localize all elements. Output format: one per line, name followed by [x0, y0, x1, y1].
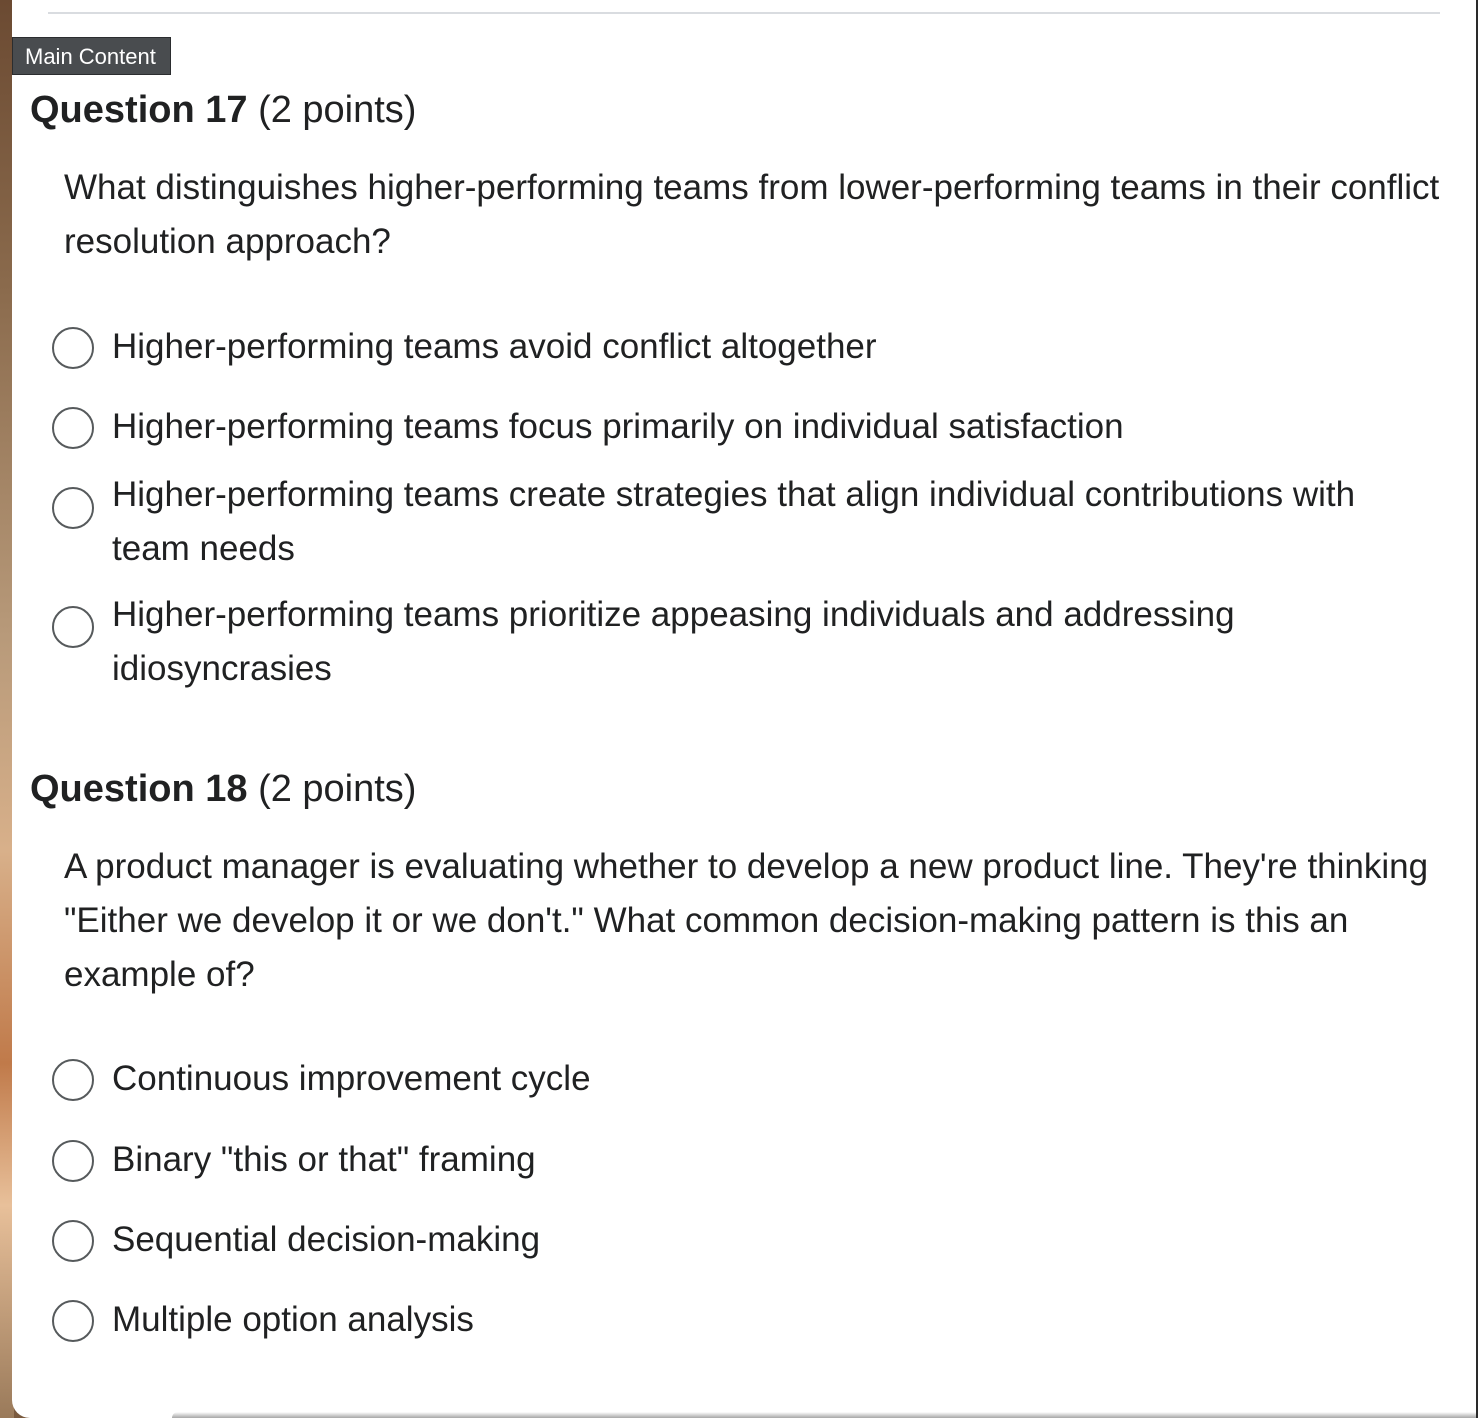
radio-button[interactable]	[52, 407, 94, 449]
radio-button[interactable]	[52, 1059, 94, 1101]
radio-button[interactable]	[52, 1140, 94, 1182]
quiz-panel	[12, 0, 1476, 1418]
question-text: A product manager is evaluating whether to develop a new product line. They're thinking "Either we develop it or we don't." What common decision-making pattern is this an example of?	[64, 847, 1429, 994]
question-title	[30, 88, 1450, 132]
option-label[interactable]: Sequential decision-making	[112, 1220, 541, 1259]
question-text: What distinguishes higher-performing teams from lower-performing teams in their conflict resolution approach?	[64, 168, 1440, 261]
question-17	[30, 88, 1450, 261]
question-label: Question 18	[30, 768, 248, 810]
divider	[48, 12, 1440, 14]
option-label[interactable]: Higher-performing teams prioritize appeasing individuals and addressing idiosyncrasies	[112, 595, 1235, 688]
option-label[interactable]: Binary "this or that" framing	[112, 1140, 536, 1179]
radio-button[interactable]	[52, 606, 94, 648]
option-label[interactable]: Higher-performing teams create strategies that align individual contributions with team needs	[112, 475, 1356, 568]
question-points: (2 points)	[258, 768, 417, 810]
bottom-shadow	[172, 1412, 1476, 1418]
radio-button[interactable]	[52, 1300, 94, 1342]
option-label[interactable]: Higher-performing teams focus primarily on individual satisfaction	[112, 407, 1124, 446]
radio-button[interactable]	[52, 487, 94, 529]
radio-button[interactable]	[52, 1220, 94, 1262]
main-content-skip-link[interactable]: Main Content	[12, 37, 171, 75]
question-title	[30, 767, 1450, 811]
option-label[interactable]: Continuous improvement cycle	[112, 1059, 591, 1098]
option-label[interactable]: Multiple option analysis	[112, 1300, 474, 1339]
question-label: Question 17	[30, 89, 248, 131]
radio-button[interactable]	[52, 327, 94, 369]
question-18	[30, 767, 1450, 994]
option-label[interactable]: Higher-performing teams avoid conflict altogether	[112, 327, 877, 366]
question-points: (2 points)	[258, 89, 417, 131]
